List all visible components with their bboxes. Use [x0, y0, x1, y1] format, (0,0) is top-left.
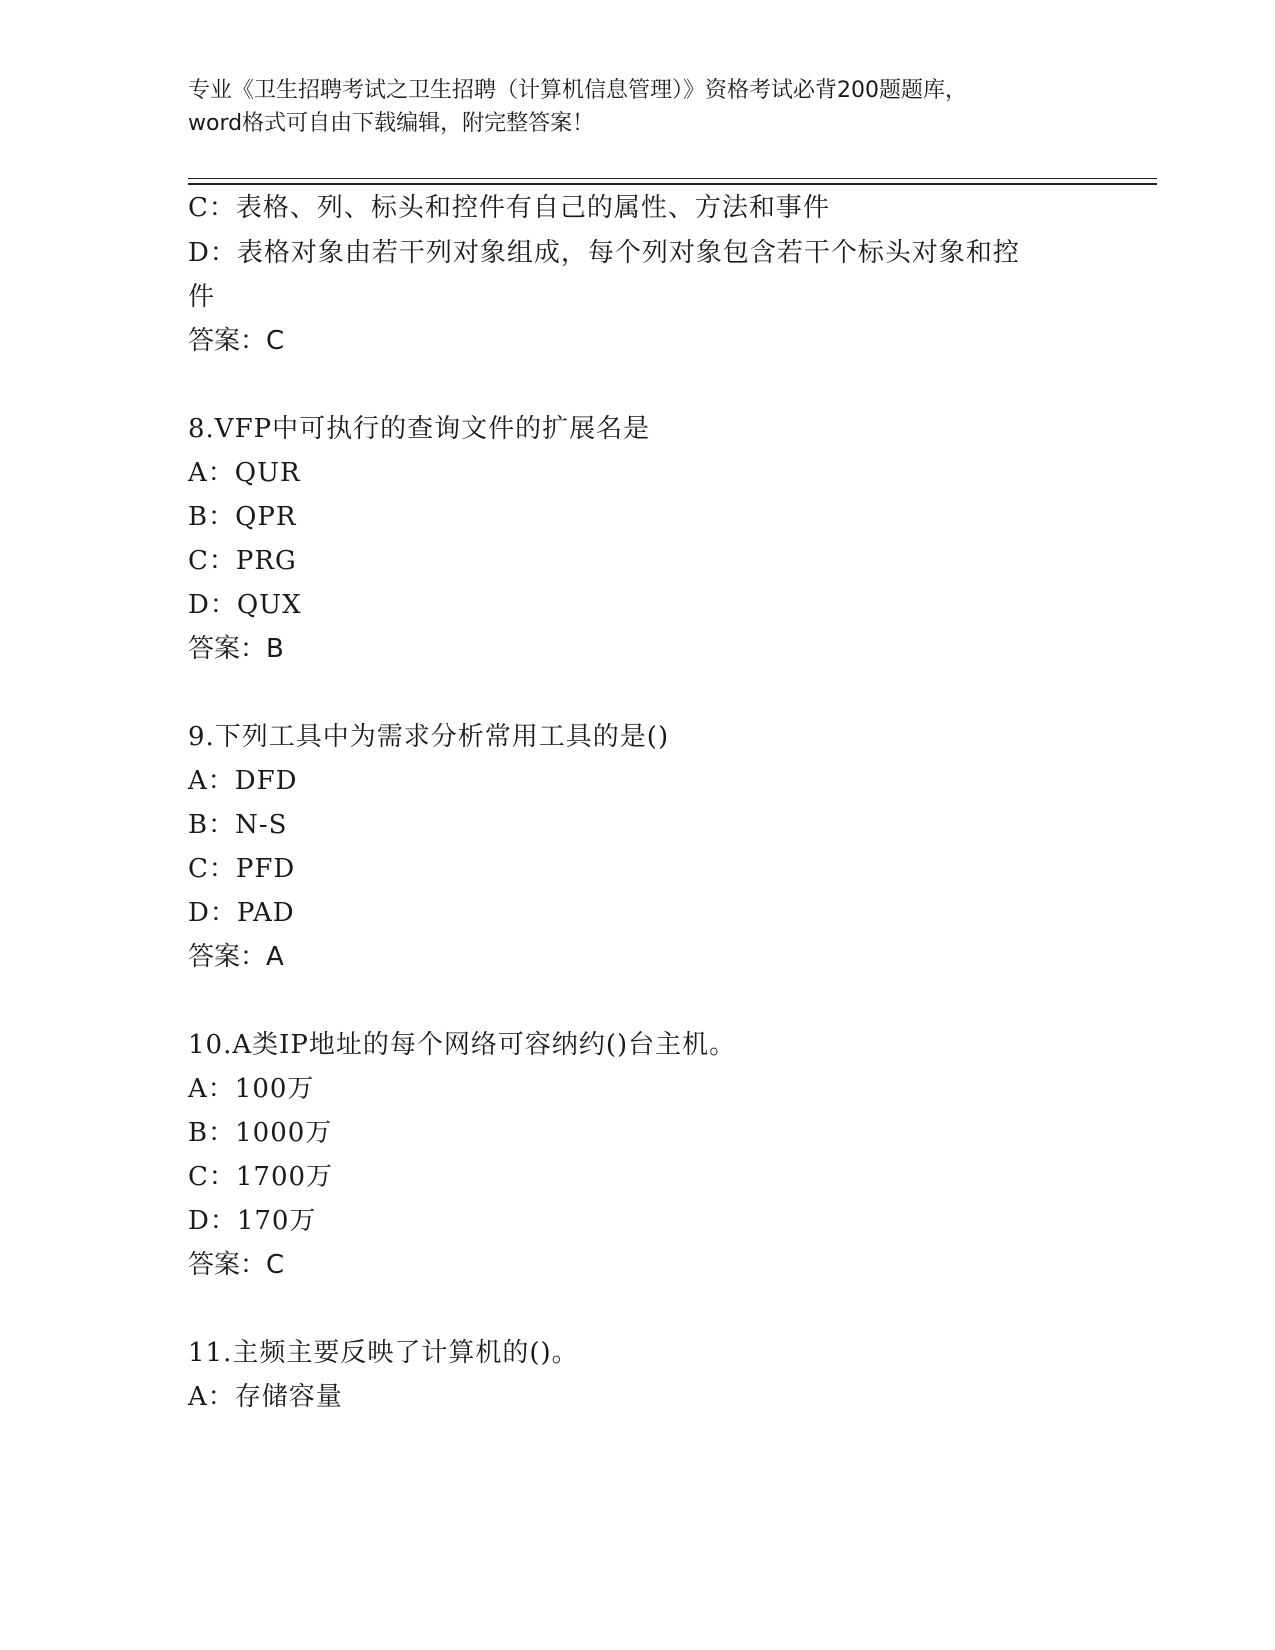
q10-answer: 答案：C	[188, 1250, 285, 1280]
q8-option-b: B：QPR	[188, 502, 297, 532]
q9-answer: 答案：A	[188, 942, 284, 972]
q10-question: 10.A类IP地址的每个网络可容纳约()台主机。	[188, 1030, 737, 1060]
q10-option-c: C：1700万	[188, 1162, 334, 1192]
q9-option-b: B：N-S	[188, 810, 288, 840]
q9-option-c: C：PFD	[188, 854, 296, 884]
q10-option-a: A：100万	[188, 1074, 315, 1104]
q7-answer: 答案：C	[188, 326, 285, 356]
document-header	[188, 74, 1088, 140]
q8-question: 8.VFP中可执行的查询文件的扩展名是	[188, 414, 651, 444]
q8-option-a: A：QUR	[188, 458, 301, 488]
q7-option-c: C：表格、列、标头和控件有自己的属性、方法和事件	[188, 193, 830, 223]
q10-option-b: B：1000万	[188, 1118, 333, 1148]
q7-option-d-line-2: 件	[188, 282, 216, 312]
q10-option-d: D：170万	[188, 1206, 317, 1236]
header-divider-thin	[188, 178, 1157, 179]
q8-option-c: C：PRG	[188, 546, 297, 576]
q9-option-d: D：PAD	[188, 898, 295, 928]
header-line-2: word格式可自由下载编辑，附完整答案！	[188, 111, 595, 136]
q11-question: 11.主频主要反映了计算机的()。	[188, 1338, 579, 1368]
q11-option-a: A：存储容量	[188, 1382, 343, 1412]
q8-answer: 答案：B	[188, 634, 284, 664]
header-divider-thick	[188, 183, 1157, 185]
q7-option-d-line-1: D：表格对象由若干列对象组成，每个列对象包含若干个标头对象和控	[188, 238, 1020, 268]
q9-question: 9.下列工具中为需求分析常用工具的是()	[188, 722, 670, 752]
header-line-1: 专业《卫生招聘考试之卫生招聘（计算机信息管理）》资格考试必背200题题库，	[188, 78, 967, 103]
q8-option-d: D：QUX	[188, 590, 302, 620]
q9-option-a: A：DFD	[188, 766, 298, 796]
